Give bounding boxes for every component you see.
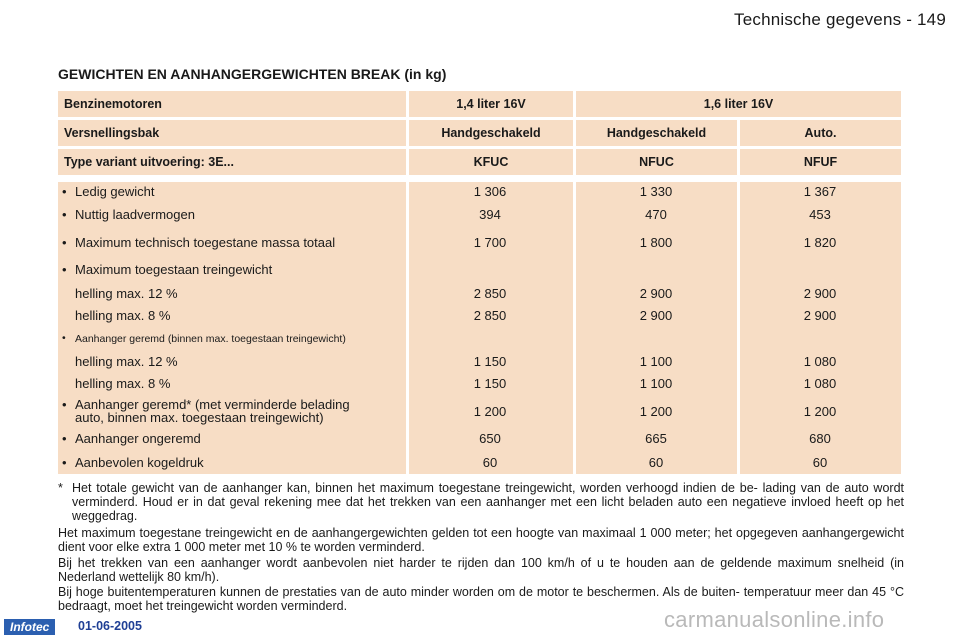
- row-label: Nuttig laadvermogen: [75, 207, 195, 222]
- gearbox-row: [58, 120, 901, 146]
- note-paragraph-1: Het maximum toegestane treingewicht en de aanhangergewichten gelden tot een hoogte van maximaal 1 000 meter; het opgegeven aanhangergewicht dient voor elke extra 1 000 meter met 10 % te worden verminderd.: [58, 526, 904, 554]
- row-value: 1 820: [803, 235, 837, 250]
- row-value: 1 080: [803, 354, 837, 369]
- type-row: [58, 149, 901, 175]
- row-value: 1 080: [803, 376, 837, 391]
- row-label: helling max. 12 %: [75, 354, 178, 369]
- row-bullet: •: [62, 455, 67, 470]
- row-value: 394: [479, 207, 501, 222]
- row-value: 60: [482, 455, 498, 470]
- row-value: 1 200: [803, 404, 837, 419]
- row-bullet: •: [62, 262, 67, 277]
- row-value: 1 150: [473, 354, 507, 369]
- footer-date: 01-06-2005: [78, 619, 142, 633]
- engine-label: Benzinemotoren: [58, 91, 406, 117]
- engine-a: 1,4 liter 16V: [409, 91, 573, 117]
- type-col1: KFUC: [409, 149, 573, 175]
- row-value: 1 100: [639, 354, 673, 369]
- page-header: Technische gegevens - 149: [734, 10, 946, 29]
- row-value: 60: [648, 455, 664, 470]
- row-label: helling max. 8 %: [75, 308, 171, 323]
- row-value: 2 900: [803, 308, 837, 323]
- infotec-logo: Infotec: [4, 619, 55, 635]
- row-value: 2 900: [803, 286, 837, 301]
- note-paragraph-3: Bij hoge buitentemperaturen kunnen de prestaties van de auto minder worden om de motor te beschermen. Als de buiten- temperatuur meer dan 45 °C bedraagt, moet het treingewicht worden verminderd.: [58, 585, 904, 613]
- row-bullet: •: [62, 184, 67, 199]
- row-bullet: •: [62, 431, 67, 446]
- row-label: Ledig gewicht: [75, 184, 155, 199]
- row-bullet: •: [62, 235, 67, 250]
- row-label: Aanhanger geremd (binnen max. toegestaan treingewicht): [75, 333, 346, 345]
- row-value: 1 200: [473, 404, 507, 419]
- row-label: Maximum technisch toegestane massa totaal: [75, 235, 336, 250]
- row-value: 1 330: [639, 184, 673, 199]
- row-value: 2 850: [473, 286, 507, 301]
- row-value: 2 900: [639, 308, 673, 323]
- gearbox-col1: Handgeschakeld: [409, 120, 573, 146]
- row-bullet: •: [62, 207, 67, 222]
- row-value: 470: [645, 207, 667, 222]
- row-value: 60: [812, 455, 828, 470]
- row-value: 1 800: [639, 235, 673, 250]
- type-col2: NFUC: [576, 149, 737, 175]
- gearbox-col2: Handgeschakeld: [576, 120, 737, 146]
- footnote-text: Het totale gewicht van de aanhanger kan, binnen het maximum toegestane treingewicht, worden verhoogd indien de be- lading van de auto wordt verminderd. Houd er in dat geval rekening mee dat het trekken van een aanhanger met een licht beladen auto een negatieve invloed heeft op het weggedrag.: [72, 481, 904, 523]
- row-value: 680: [809, 431, 831, 446]
- engine-b: 1,6 liter 16V: [576, 91, 901, 117]
- row-value: 1 150: [473, 376, 507, 391]
- row-label: helling max. 8 %: [75, 376, 171, 391]
- row-value: 1 100: [639, 376, 673, 391]
- row-value: 2 850: [473, 308, 507, 323]
- row-label: helling max. 12 %: [75, 286, 178, 301]
- row-value: 1 367: [803, 184, 837, 199]
- row-label: Aanhanger ongeremd: [75, 431, 201, 446]
- type-label: Type variant uitvoering: 3E...: [58, 149, 406, 175]
- gearbox-label: Versnellingsbak: [58, 120, 406, 146]
- row-value: 650: [479, 431, 501, 446]
- watermark: carmanualsonline.info: [664, 607, 885, 632]
- row-label: Aanhanger geremd* (met verminderde belading: [75, 397, 350, 412]
- gearbox-col3: Auto.: [740, 120, 901, 146]
- row-value: 1 700: [473, 235, 507, 250]
- row-label: Aanbevolen kogeldruk: [75, 455, 204, 470]
- row-value: 453: [809, 207, 831, 222]
- row-value: 1 200: [639, 404, 673, 419]
- row-value: 1 306: [473, 184, 507, 199]
- section-title: GEWICHTEN EN AANHANGERGEWICHTEN BREAK (in kg): [58, 66, 447, 82]
- row-label: Maximum toegestaan treingewicht: [75, 262, 273, 277]
- row-label-continued: auto, binnen max. toegestaan treingewicht): [75, 410, 324, 425]
- row-bullet: •: [62, 332, 66, 344]
- row-value: 2 900: [639, 286, 673, 301]
- row-bullet: •: [62, 397, 67, 412]
- row-value: 665: [645, 431, 667, 446]
- footnote-marker: *: [58, 481, 63, 495]
- note-paragraph-2: Bij het trekken van een aanhanger wordt aanbevolen niet harder te rijden dan 100 km/h of u te houden aan de geldende maximum snelheid (in Nederland wettelijk 80 km/h).: [58, 556, 904, 584]
- type-col3: NFUF: [740, 149, 901, 175]
- engine-row: [58, 91, 901, 117]
